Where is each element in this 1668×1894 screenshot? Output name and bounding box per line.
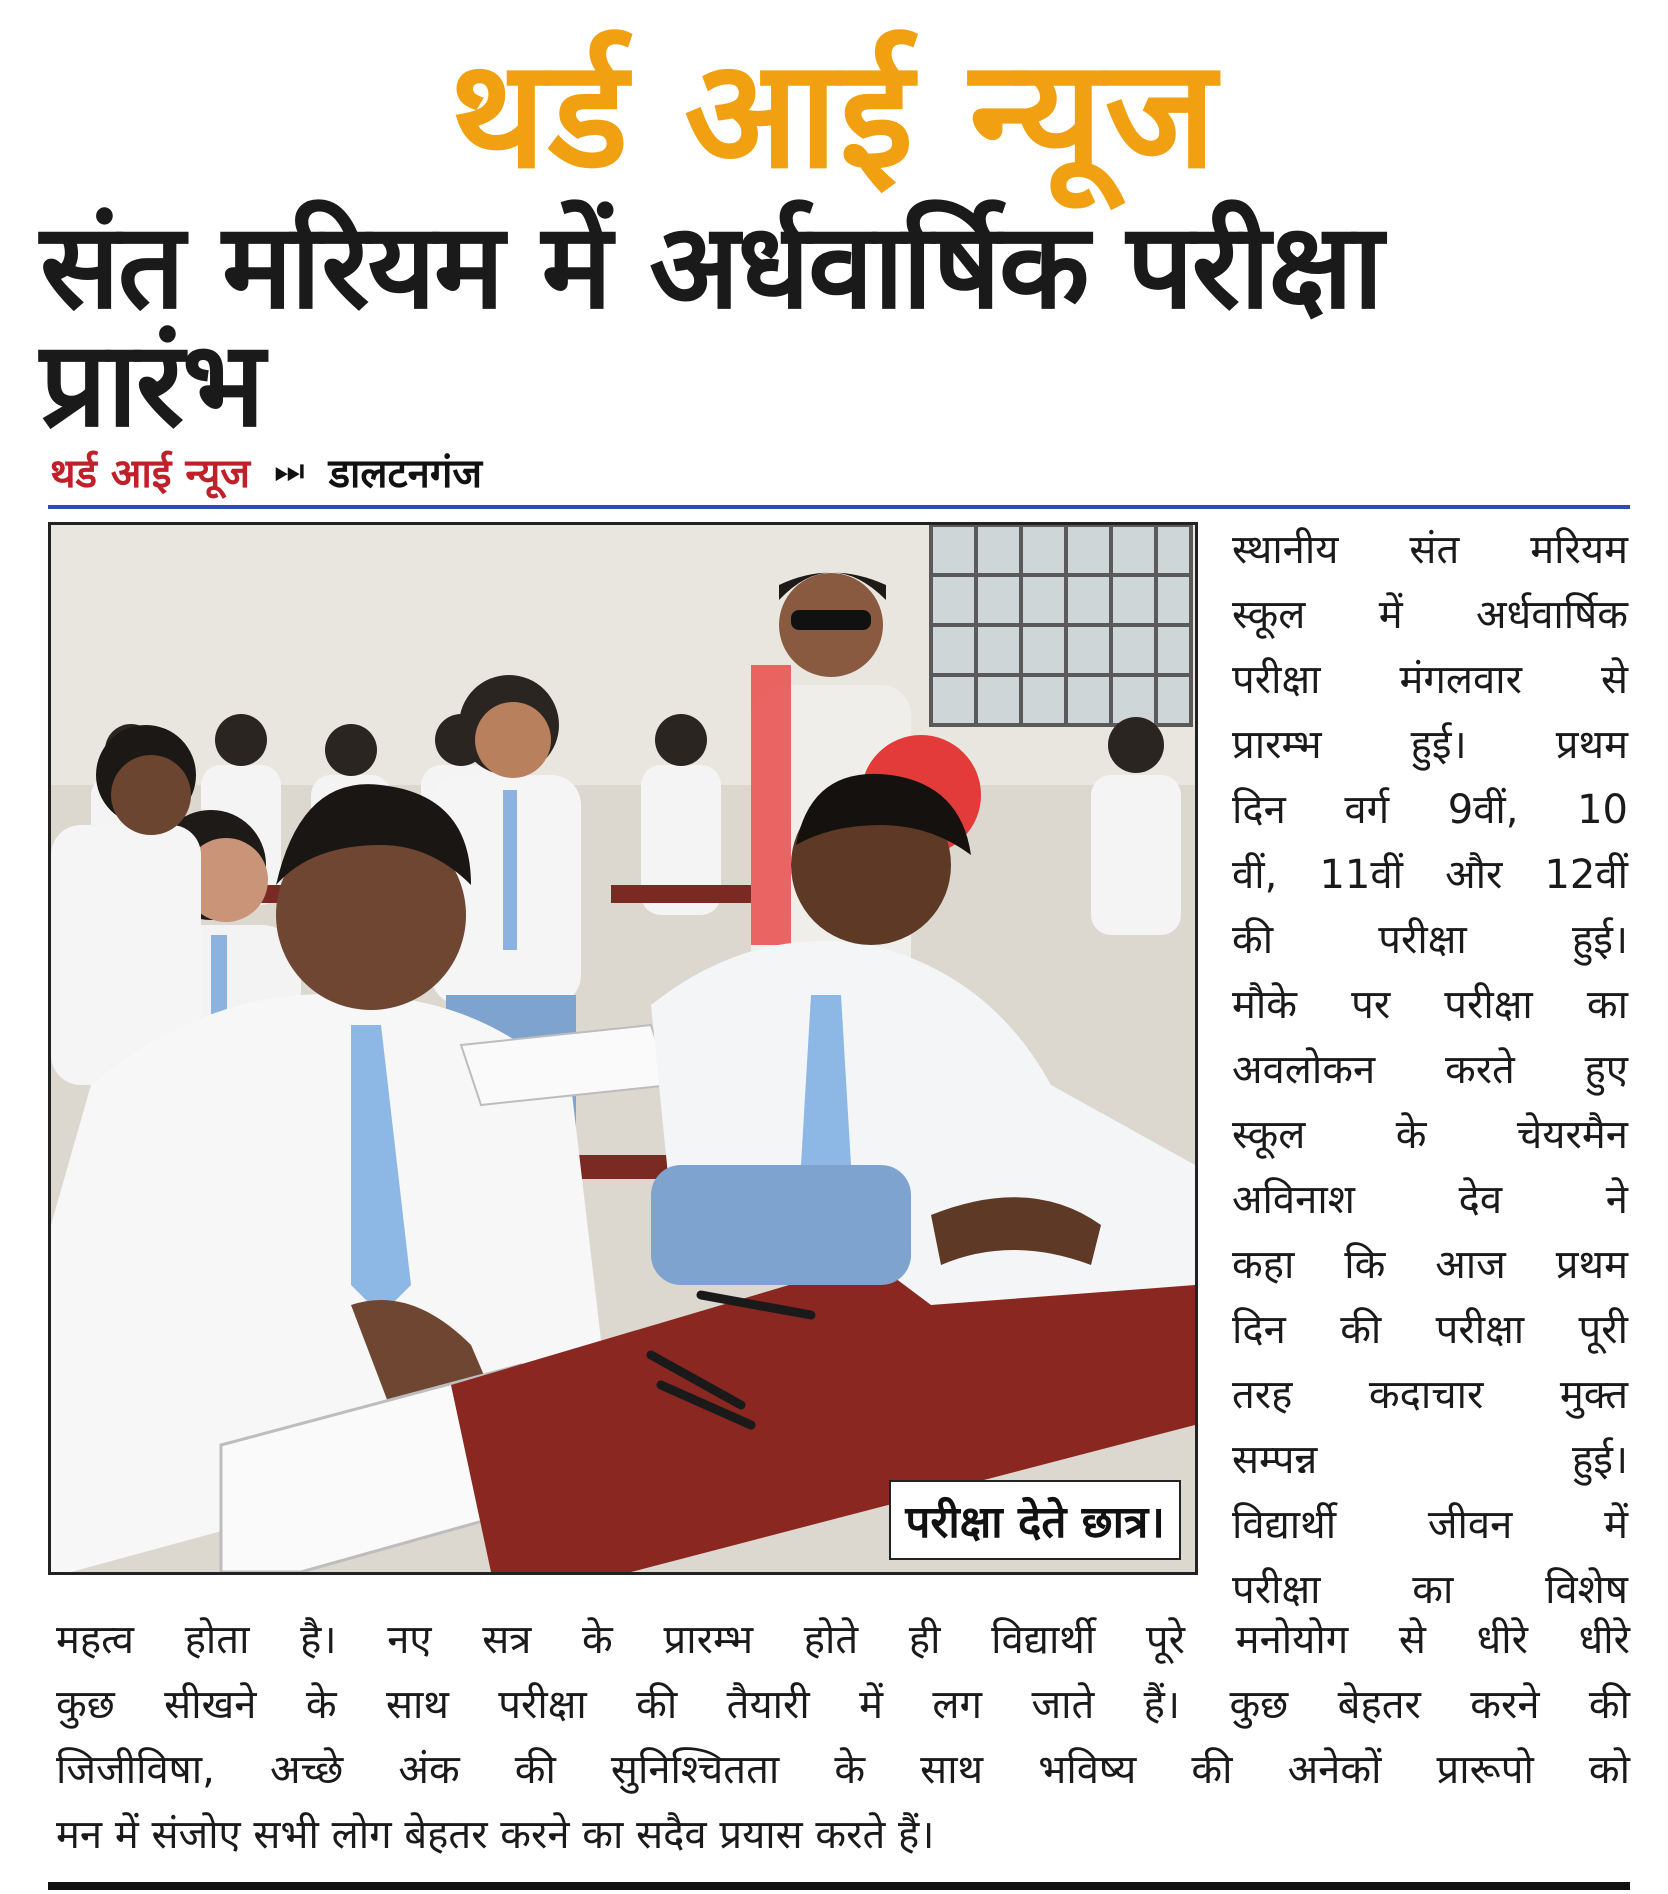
photo-caption: परीक्षा देते छात्र।	[889, 1480, 1181, 1560]
masthead-title	[0, 10, 1668, 220]
article-column-text	[1232, 518, 1628, 1623]
classroom-photo	[48, 522, 1198, 1575]
column-line: कहा कि आज प्रथम	[1232, 1242, 1628, 1288]
classroom-photo-illustration	[51, 525, 1195, 1572]
dateline	[50, 446, 482, 496]
column-line: अवलोकन करते हुए	[1232, 1047, 1628, 1093]
column-line: विद्यार्थी जीवन में	[1232, 1502, 1628, 1548]
column-line: तरह कदाचार मुक्त	[1232, 1372, 1628, 1418]
body-line: कुछ सीखने के साथ परीक्षा की तैयारी में लग जाते हैं। कुछ बेहतर करने की	[56, 1682, 1630, 1728]
headline-text: संत मरियम में अर्धवार्षिक परीक्षा प्रारंभ	[40, 197, 1382, 453]
article-full-text	[56, 1608, 1630, 1868]
column-line: परीक्षा मंगलवार से	[1232, 657, 1628, 703]
column-line: सम्पन्न हुई।	[1232, 1437, 1628, 1483]
dateline-source: थर्ड आई न्यूज	[50, 450, 251, 497]
column-line: अविनाश देव ने	[1232, 1177, 1628, 1223]
column-line: की परीक्षा हुई।	[1232, 917, 1628, 963]
column-line: दिन वर्ग 9वीं, 10	[1232, 787, 1628, 833]
body-line: महत्व होता है। नए सत्र के प्रारम्भ होते ही विद्यार्थी पूरे मनोयोग से धीरे धीरे	[56, 1617, 1630, 1663]
masthead-text: थर्ड आई न्यूज	[449, 28, 1219, 202]
column-line: स्कूल के चेयरमैन	[1232, 1112, 1628, 1158]
column-line: स्कूल में अर्धवार्षिक	[1232, 592, 1628, 638]
column-line: वीं, 11वीं और 12वीं	[1232, 852, 1628, 898]
bottom-rule	[48, 1882, 1630, 1890]
column-line: मौके पर परीक्षा का	[1232, 982, 1628, 1028]
dateline-place: डालटनगंज	[328, 450, 483, 497]
body-line: जिजीविषा, अच्छे अंक की सुनिश्चितता के साथ भविष्य की अनेकों प्रारूपो को	[56, 1747, 1630, 1793]
body-line: मन में संजोए सभी लोग बेहतर करने का सदैव प्रयास करते हैं।	[56, 1812, 935, 1858]
column-line: स्थानीय संत मरियम	[1232, 527, 1628, 573]
fast-forward-icon: ⏭	[274, 451, 305, 491]
column-line: परीक्षा का विशेष	[1232, 1567, 1628, 1613]
column-line: प्रारम्भ हुई। प्रथम	[1232, 722, 1628, 768]
dateline-rule	[48, 505, 1630, 509]
column-line: दिन की परीक्षा पूरी	[1232, 1307, 1628, 1353]
article-headline	[40, 197, 1640, 453]
